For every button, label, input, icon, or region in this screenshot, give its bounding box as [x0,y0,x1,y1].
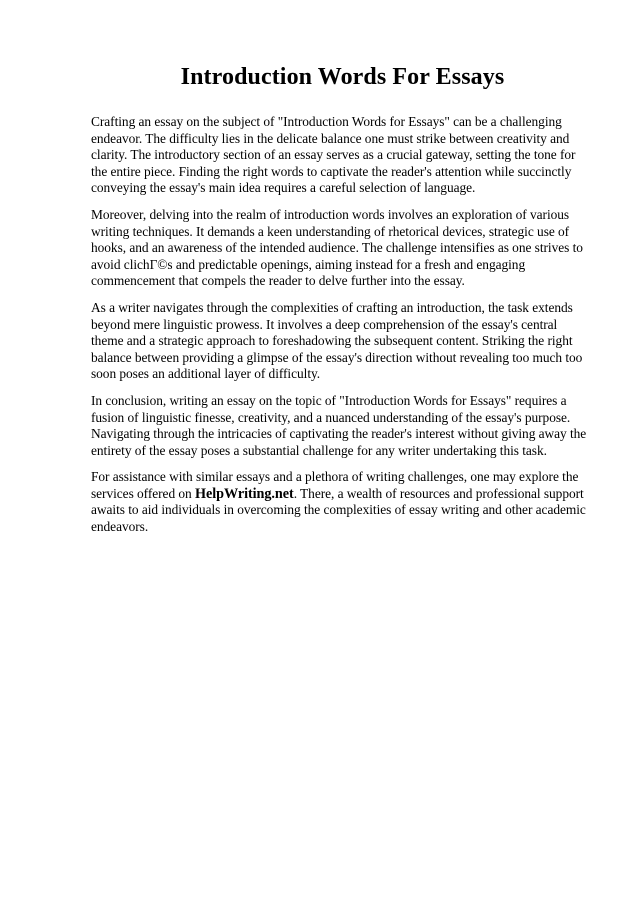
helpwriting-link[interactable]: HelpWriting.net [194,485,294,502]
page-title: Introduction Words For Essays [180,64,505,90]
paragraph-1: Crafting an essay on the subject of "Introduction Words for Essays" can be a challenging endeavor. The difficulty lies in the delicate balance one must strike between creativity and clarity. The introductory section of an essay serves as a crucial gateway, setting the tone for the entire piece. Finding the right words to captivate the reader's attention while succinctly conveying the essay's main idea requires a careful selection of language. [91,114,576,196]
closing-paragraph [91,469,588,535]
paragraph-2: Moreover, delving into the realm of introduction words involves an exploration of various writing techniques. It demands a keen understanding of rhetorical devices, strategic use of hooks, and an awareness of the intended audience. The challenge intensifies as one strives to avoid clichГ©s and predictable openings, aiming instead for a fresh and engaging commencement that compels the reader to delve further into the essay. [91,206,583,289]
closing-text-before-link: For assistance with similar essays and a plethora of writing challenges, one may explore the services offered on [91,469,579,501]
paragraph-4: In conclusion, writing an essay on the topic of "Introduction Words for Essays" requires a fusion of linguistic finesse, creativity, and a nuanced understanding of the essay's purpose. Navigating through the intricacies of captivating the reader's interest without giving away the entirety of the essay poses a substantial challenge for any writer undertaking this task. [91,392,587,458]
paragraph-3: As a writer navigates through the complexities of crafting an introduction, the task extends beyond mere linguistic prowess. It involves a deep comprehension of the essay's central theme and a strategic approach to foreshadowing the subsequent content. Striking the right balance between providing a glimpse of the essay's direction without revealing too much too soon poses an additional layer of difficulty. [91,299,583,382]
closing-text-after-link: . There, a wealth of resources and professional support awaits to aid individuals in overcoming the complexities of essay writing and other academic endeavors. [91,485,586,535]
